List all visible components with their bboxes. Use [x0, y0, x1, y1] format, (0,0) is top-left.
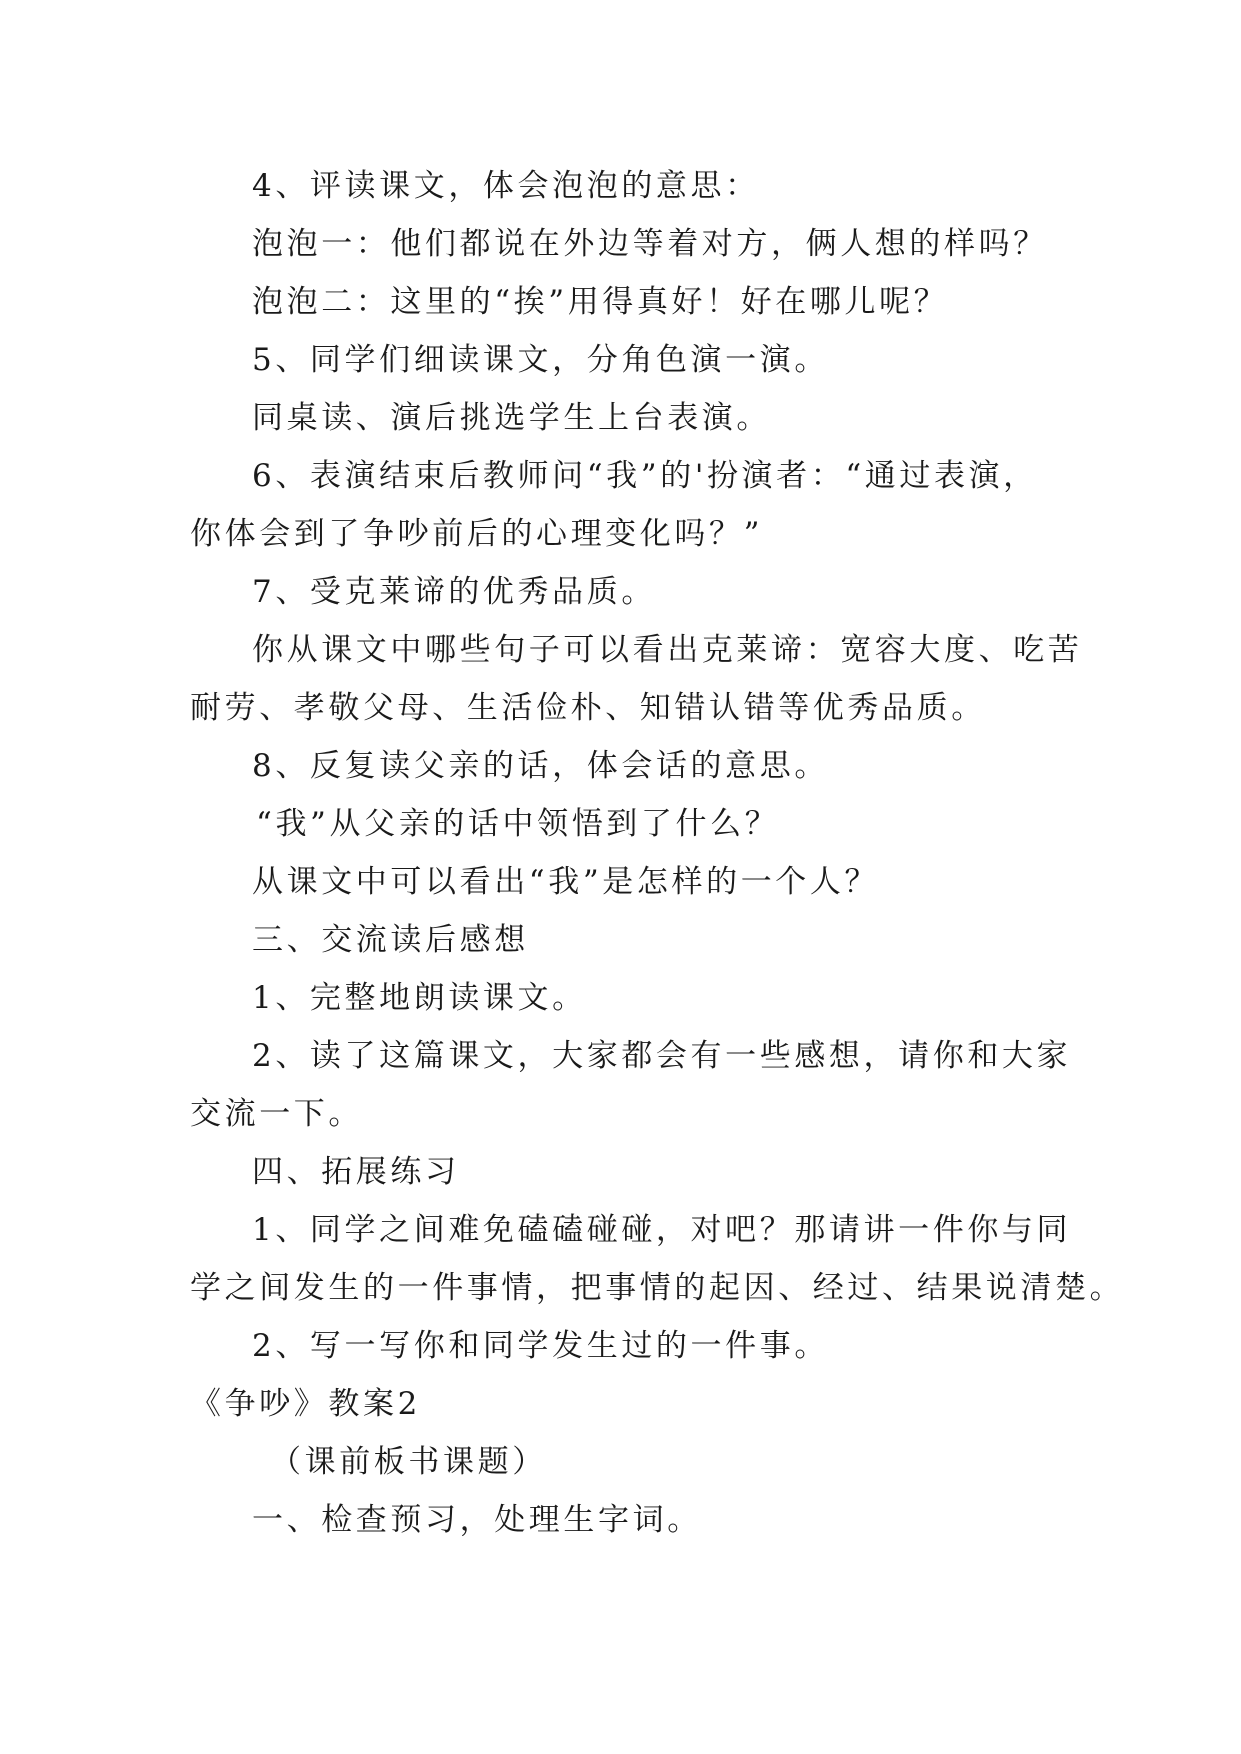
text-line: 你从课文中哪些句子可以看出克莱谛：宽容大度、吃苦 — [252, 632, 1083, 668]
text-line: 泡泡一：他们都说在外边等着对方，俩人想的样吗？ — [252, 226, 1048, 262]
text-line: 4、评读课文，体会泡泡的意思： — [252, 168, 760, 204]
text-line: 泡泡二：这里的“挨”用得真好！好在哪儿呢？ — [252, 284, 949, 320]
text-line: 从课文中可以看出“我”是怎样的一个人？ — [252, 864, 880, 900]
section-heading: 四、拓展练习 — [252, 1154, 460, 1190]
text-line: 1、完整地朗读课文。 — [252, 980, 587, 1016]
text-line: 你体会到了争吵前后的心理变化吗？” — [190, 516, 764, 552]
text-line: 交流一下。 — [190, 1096, 363, 1132]
text-line: 2、读了这篇课文，大家都会有一些感想，请你和大家 — [252, 1038, 1072, 1074]
text-line: 8、反复读父亲的话，体会话的意思。 — [252, 748, 829, 784]
text-line: 5、同学们细读课文，分角色演一演。 — [252, 342, 829, 378]
text-line: 2、写一写你和同学发生过的一件事。 — [252, 1328, 829, 1364]
section-heading: 一、检查预习，处理生字词。 — [252, 1502, 702, 1538]
text-line: “我”从父亲的话中领悟到了什么？ — [256, 806, 780, 842]
text-line: 耐劳、孝敬父母、生活俭朴、知错认错等优秀品质。 — [190, 690, 986, 726]
text-line: （课前板书课题） — [270, 1444, 547, 1480]
section-heading: 三、交流读后感想 — [252, 922, 529, 958]
text-line: 学之间发生的一件事情，把事情的起因、经过、结果说清楚。 — [190, 1270, 1125, 1306]
text-line: 6、表演结束后教师问“我”的'扮演者：“通过表演， — [252, 458, 1038, 494]
text-line: 同桌读、演后挑选学生上台表演。 — [252, 400, 771, 436]
text-line: 7、受克莱谛的优秀品质。 — [252, 574, 656, 610]
text-line: 1、同学之间难免磕磕碰碰，对吧？那请讲一件你与同 — [252, 1212, 1072, 1248]
document-title: 《争吵》教案2 — [190, 1386, 421, 1422]
